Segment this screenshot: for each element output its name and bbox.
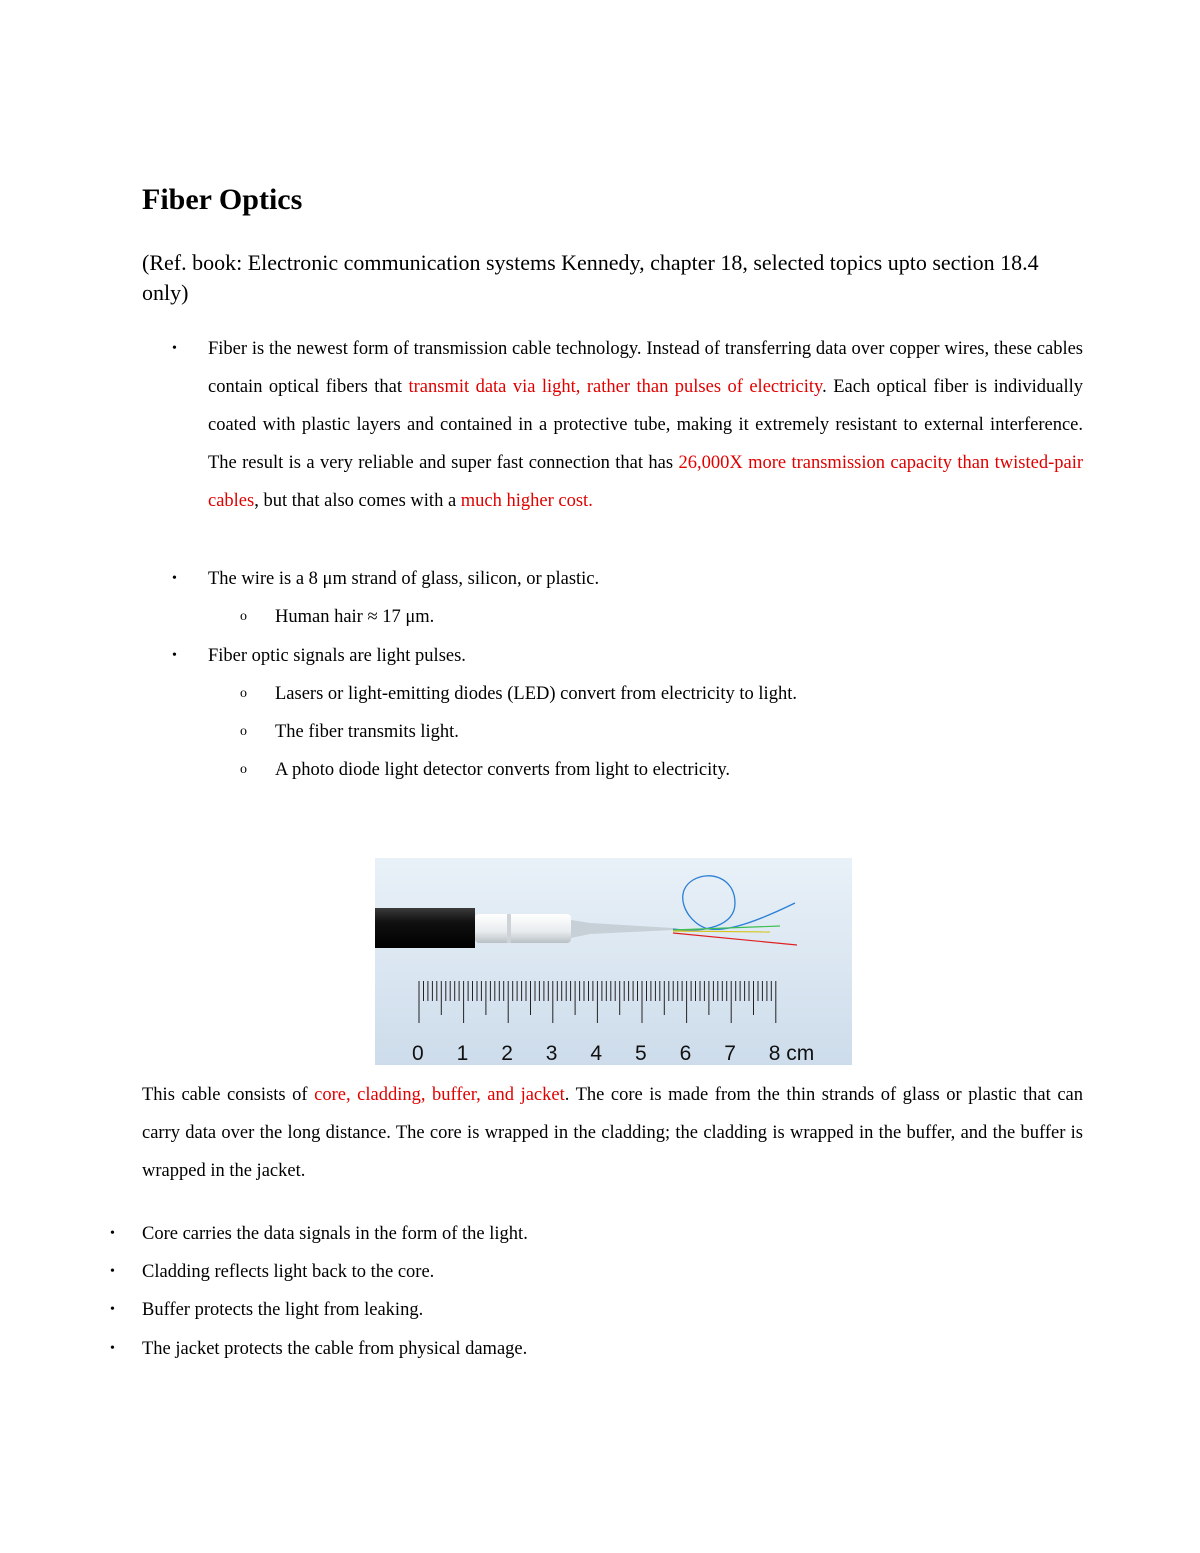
layer-core: Core carries the data signals in the form of the light. (142, 1224, 528, 1244)
ruler-label: 6 (679, 1042, 692, 1065)
sub-bullet-photodiode: A photo diode light detector converts from light to electricity. (275, 760, 731, 780)
sub-bullet-hair: Human hair ≈ 17 μm. (275, 607, 435, 627)
sub-bullet-fiber: The fiber transmits light. (275, 722, 459, 742)
ruler-label: 4 (590, 1042, 603, 1065)
cable-jacket (375, 908, 475, 948)
ruler-label: 8 cm (768, 1042, 815, 1065)
bullet-marker: • (110, 1264, 115, 1279)
bullet-marker: • (172, 571, 177, 586)
layer-jacket: The jacket protects the cable from physical damage. (142, 1339, 528, 1359)
highlight-cost: much higher cost. (460, 491, 593, 511)
ruler-label: 2 (501, 1042, 513, 1065)
highlight-layers: core, cladding, buffer, and jacket (314, 1085, 565, 1105)
highlight-light-transmission: transmit data via light, rather than pulses of electricity (408, 377, 823, 397)
text-run: . The core is made from the thin strands of glass or plastic that can carry data over the long distance. The core is wrapped in the cladding; the cladding is wrapped in the buffer, and the buffer is wrapped in the jacket. (142, 1085, 1083, 1181)
fiber-cable-photo (375, 858, 852, 1065)
bullet-wire: The wire is a 8 μm strand of glass, silicon, or plastic. (208, 569, 600, 589)
sub-bullet-marker: o (240, 724, 247, 739)
bullet-fiber-description (208, 330, 1083, 520)
ruler-label: 3 (545, 1042, 558, 1065)
cable-structure-paragraph (142, 1076, 1083, 1190)
text-run: , but that also comes with a (254, 491, 461, 511)
layer-cladding: Cladding reflects light back to the core. (142, 1262, 435, 1282)
sub-bullet-marker: o (240, 762, 247, 777)
reference-note: (Ref. book: Electronic communication systems Kennedy, chapter 18, selected topics upto section 18.4 only) (142, 250, 1039, 305)
bullet-marker: • (172, 341, 177, 356)
bullet-signals: Fiber optic signals are light pulses. (208, 646, 466, 666)
bullet-marker: • (110, 1302, 115, 1317)
cable-buffer (475, 914, 571, 943)
bullet-marker: • (110, 1341, 115, 1356)
page-title: Fiber Optics (142, 183, 303, 216)
text-run: Fiber is the newest form of transmission cable technology. Instead of transferring data over copper wires, these cables contain optical fibers that (208, 339, 1083, 397)
highlight-capacity: 26,000X more transmission capacity than twisted-pair cables (208, 453, 1083, 511)
ruler-label: 5 (635, 1042, 647, 1065)
text-run: . Each optical fiber is individually coated with plastic layers and contained in a protective tube, making it extremely resistant to external interference. The result is a very reliable and super fast connection that has (208, 377, 1083, 473)
bullet-marker: • (172, 648, 177, 663)
ruler-label: 1 (456, 1042, 469, 1065)
text-run: This cable consists of (142, 1085, 315, 1105)
sub-bullet-lasers: Lasers or light-emitting diodes (LED) convert from electricity to light. (275, 684, 797, 704)
layer-buffer: Buffer protects the light from leaking. (142, 1300, 424, 1320)
bullet-marker: • (110, 1226, 115, 1241)
ruler-label: 7 (724, 1042, 736, 1065)
ruler-label: 0 (412, 1042, 424, 1065)
sub-bullet-marker: o (240, 609, 247, 624)
sub-bullet-marker: o (240, 686, 247, 701)
